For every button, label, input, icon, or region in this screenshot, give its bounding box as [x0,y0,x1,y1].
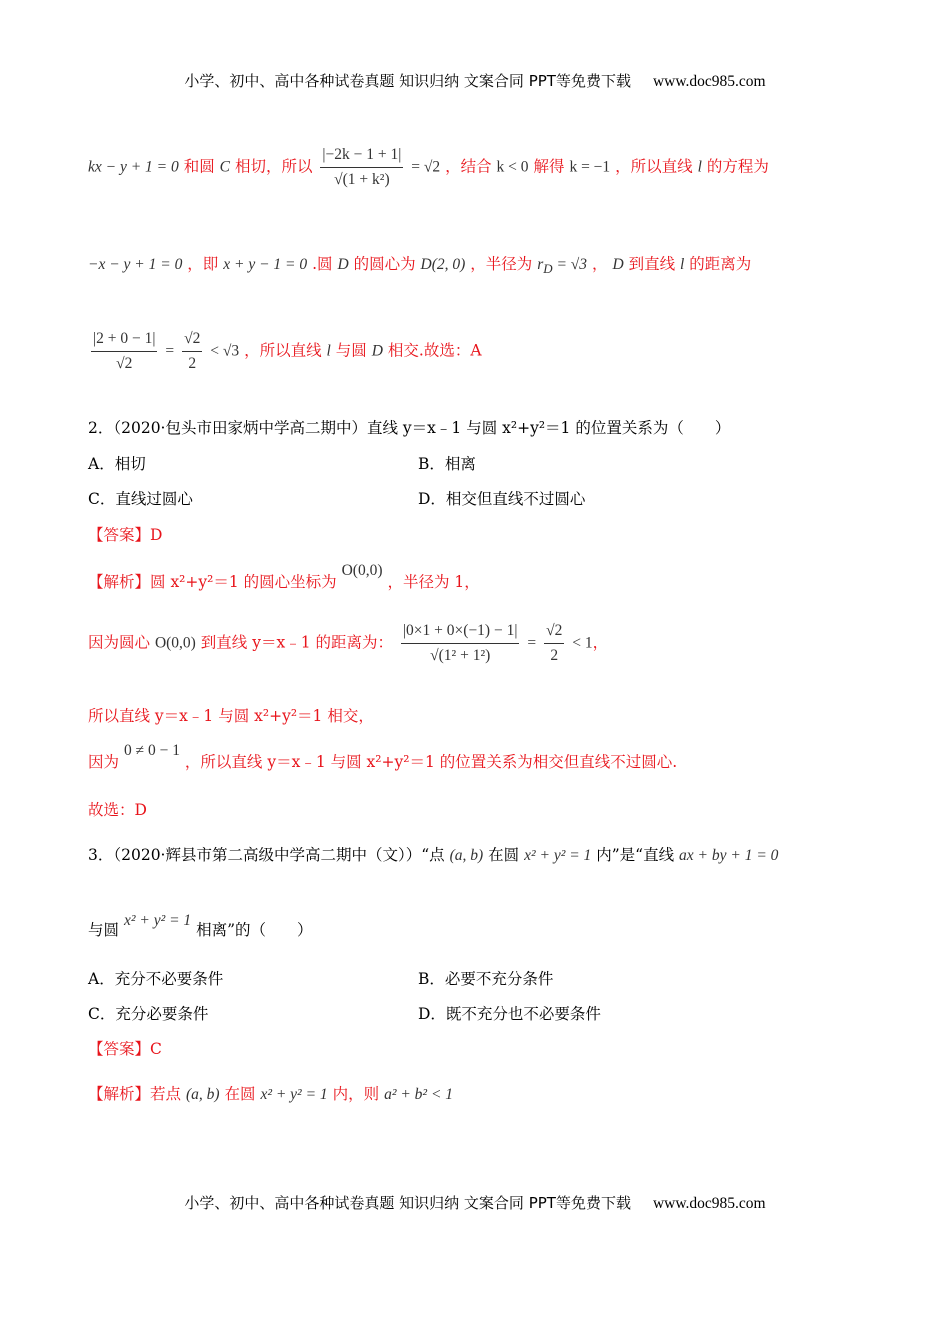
result-fraction [544,622,564,665]
fraction-denominator: 2 [188,355,197,372]
text: 因为圆心 [88,633,151,652]
text: 的方程为 [706,157,769,176]
fraction-numerator: √2 [182,330,202,352]
math-line-l: l [697,158,702,176]
solution-line-2 [88,252,751,277]
q2-analysis-line-1 [88,562,480,592]
page-header [0,70,950,91]
fraction-denominator: √2 [116,355,133,372]
q3-option-b[interactable]: B．必要不充分条件 [418,970,554,988]
math-line-equation-2: x + y − 1 = 0 [223,256,308,273]
answer-label: 【答案】 [88,1040,151,1058]
text: ， [592,255,608,273]
q2-option-c[interactable]: C．直线过圆心 [88,490,193,508]
solution-line-3 [88,330,482,373]
text: ，半径为 1， [387,573,480,591]
math-circle-equation: x² + y² = 1 [123,912,192,929]
text: ， [592,633,609,652]
text: 内”是“直线 [596,846,675,864]
header-site[interactable]: www.doc985.com [652,73,766,90]
q3-analysis-line-1 [88,1082,453,1104]
q2-analysis-line-4 [88,742,678,772]
text: ，所以直线 y＝x﹣1 与圆 x²+y²＝1 的位置关系为相交但直线不过圆心. [184,753,678,771]
math-circle-d: D [371,342,383,360]
math-inequality: 0 ≠ 0 − 1 [123,742,180,759]
q2-option-b[interactable]: B．相离 [418,455,476,473]
text: 相切，所以 [234,157,313,176]
text: 相交.故选：A [387,341,482,360]
distance-fraction-1 [91,330,157,373]
fraction-denominator: √(1 + k²) [334,171,390,188]
text: 与圆 [335,341,367,360]
text: 若点 [150,1085,182,1103]
text: 的距离为 [689,255,752,273]
distance-fraction [320,146,403,189]
text: 解得 [533,157,565,176]
text: ，所以直线 [615,157,693,176]
fraction-numerator: |−2k − 1 + 1| [320,146,403,168]
answer-label: 【答案】 [88,526,151,544]
math-radius-subscript: D [543,261,553,277]
text: ，即 [187,255,219,273]
q2-option-d[interactable]: D．相交但直线不过圆心 [418,490,586,508]
answer-value: C [150,1040,162,1058]
math-less-root3: < √3 [210,342,240,360]
answer-value: D [150,526,163,544]
text: ，半径为 [470,255,533,273]
math-circle-c: C [219,158,231,176]
text: .圆 [312,255,333,273]
text: 与圆 [88,921,120,939]
q2-analysis-line-3: 所以直线 y＝x﹣1 与圆 x²+y²＝1 相交， [88,707,374,725]
text: 在圆 [224,1085,256,1103]
fraction-numerator: √2 [544,622,564,644]
question-3-stem-line-2 [88,912,313,940]
math-center-d: D(2, 0) [420,256,466,273]
math-circle-d: D [337,256,349,273]
fraction-denominator: √(1² + 1²) [430,647,491,664]
math-line-l: l [680,256,685,273]
footer-text: 小学、初中、高中各种试卷真题 知识归纳 文案合同 PPT等免费下载 [184,1194,631,1212]
text: 的圆心为 [353,255,416,273]
q3-option-a[interactable]: A．充分不必要条件 [88,970,224,988]
math-circle-equation: x² + y² = 1 [524,847,592,864]
math-k-negative: k < 0 [496,158,529,176]
math-line-l: l [326,342,331,360]
math-inequality: a² + b² < 1 [384,1086,454,1103]
q3-option-c[interactable]: C．充分必要条件 [88,1005,209,1023]
math-equals: = [527,634,537,652]
question-2-stem: 2．（2020·包头市田家炳中学高二期中）直线 y＝x﹣1 与圆 x²+y²＝1 的位置关系为（ ） [88,419,731,437]
math-equals-root2: = √2 [411,158,441,176]
q2-analysis-line-2 [88,622,608,665]
q3-answer [88,1037,162,1059]
text: 相离”的（ ） [196,921,313,939]
math-k-value: k = −1 [569,158,611,176]
math-circle-equation: x² + y² = 1 [260,1086,328,1103]
q2-option-a[interactable]: A．相切 [88,455,146,473]
math-line-equation: ax + by + 1 = 0 [679,847,779,864]
text: 在圆 [488,846,520,864]
q3-option-d[interactable]: D．既不充分也不必要条件 [418,1005,601,1023]
text: 和圆 [183,157,215,176]
header-text: 小学、初中、高中各种试卷真题 知识归纳 文案合同 PPT等免费下载 [184,72,631,90]
math-origin: O(0,0) [154,634,196,652]
text: 内，则 [332,1085,380,1103]
fraction-numerator: |2 + 0 − 1| [91,330,157,352]
math-point: (a, b) [185,1086,220,1103]
analysis-label: 【解析】 [88,1085,151,1103]
text: 因为 [88,753,120,771]
text: 到直线 [628,255,676,273]
q2-answer [88,523,162,545]
math-line-equation: −x − y + 1 = 0 [88,256,183,273]
analysis-label: 【解析】 [88,573,151,591]
text: 3．（2020·辉县市第二高级中学高二期中（文））“点 [88,846,445,864]
solution-line-1 [88,146,769,189]
text: ，结合 [445,157,492,176]
math-point-d: D [612,256,624,273]
math-equals: = [165,342,175,360]
distance-fraction [401,622,520,665]
distance-fraction-2 [182,330,202,373]
fraction-denominator: 2 [550,647,559,664]
text: 到直线 y＝x﹣1 的距离为： [200,633,394,652]
math-point: (a, b) [449,847,484,864]
math-radius-value: = √3 [556,256,588,273]
math-less-1: < 1 [572,634,593,652]
math-tangent-line: kx − y + 1 = 0 [88,158,179,176]
math-origin: O(0,0) [341,562,383,579]
text: ，所以直线 [244,341,322,360]
footer-site[interactable]: www.doc985.com [652,1195,766,1212]
page-footer [0,1192,950,1213]
fraction-numerator: |0×1 + 0×(−1) − 1| [401,622,520,644]
question-3-stem-line-1 [88,843,778,865]
q2-analysis-line-5: 故选：D [88,801,147,819]
text: 圆 x²+y²＝1 的圆心坐标为 [150,573,337,591]
math-radius: r [537,256,544,273]
